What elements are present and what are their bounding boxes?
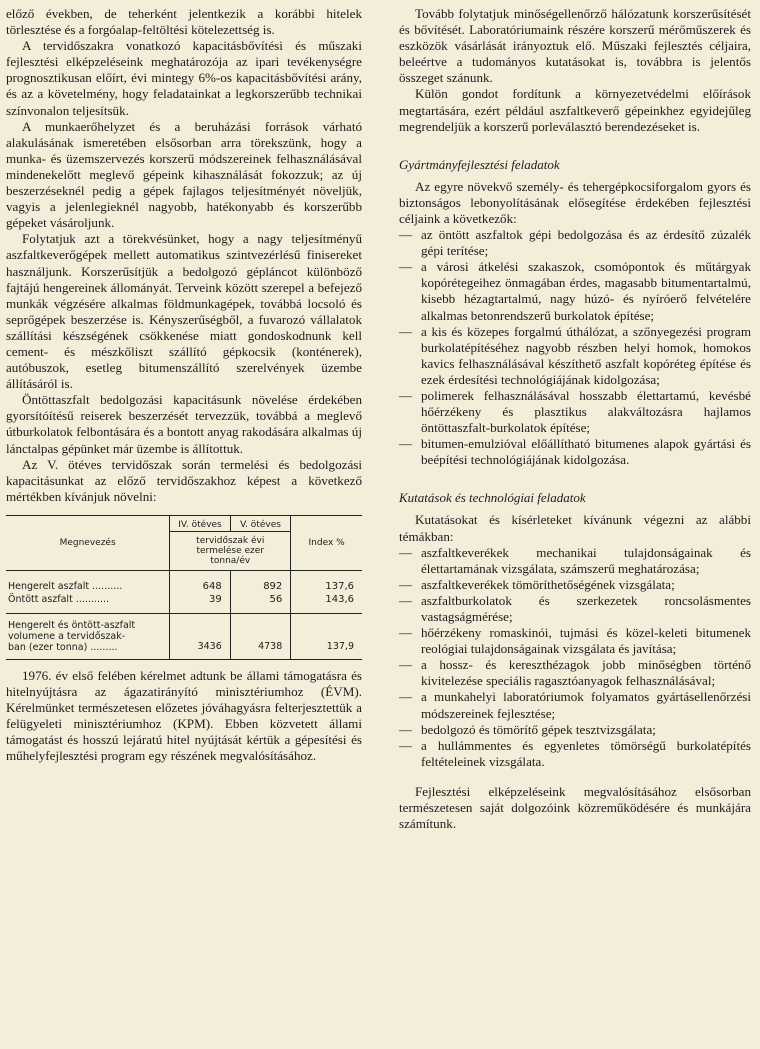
list-item: — a hossz- és kereszthézagok jobb minőségben történő kivitelezése speciális ragasztóanyagok felhasználásával; — [399, 657, 751, 689]
list-item: — polimerek felhasználásával hosszabb élettartamú, kevésbé hőérzékeny és plasztikus alakváltozásra hajlamos öntöttaszfalt-burkolatok építése; — [399, 388, 751, 436]
list-item: — a munkahelyi laboratóriumok folyamatos gyártásellenőrzési módszereinek fejlesztése; — [399, 689, 751, 721]
table-header-name: Megnevezés — [59, 537, 116, 548]
paragraph: Öntöttaszfalt bedolgozási kapacitásunk növelése érdekében gyorsítóítésű reiserek beszerzését tervezzük, továbbá a meglevő útburkolatok felbontására és a bontott anyag rakodására alkalmas új lánctalpas gépünket már üzembe is állítottuk. — [6, 392, 362, 456]
list-item: — a hullámmentes és egyenletes tömörségű burkolatépítés feltételeinek vizsgálata. — [399, 738, 751, 770]
table-cell: 648 — [170, 570, 231, 593]
paragraph: 1976. év első felében kérelmet adtunk be állami támogatásra és hitelnyújtásra az ágazatirányító minisztériumhoz (ÉVM). Kérelmünket természetesen előzetes jóváhagyásra felterjesztettük a felügyeleti minisztériumhoz (KPM). Ebben közvetett állami támogatást és hosszú lejáratú hitel nyújtását kértük a gépesítési és műhelyfejlesztési program egy részének megvalósításához. — [6, 667, 362, 764]
paragraph: Tovább folytatjuk minőségellenőrző hálózatunk korszerűsítését és bővítését. Laboratóriumaink részére korszerű mérőműszerek és eszközök vásárlását irányoztuk elő. Műszaki fejlesztés céljaira, beleértve a tudományos kutatásokat is, továbbra is jelentős összeget szánunk. — [399, 6, 751, 86]
table-cell: 4738 — [230, 613, 291, 659]
list-item: — bedolgozó és tömörítő gépek tesztvizsgálata; — [399, 722, 751, 738]
paragraph: Az egyre növekvő személy- és tehergépkocsiforgalom gyors és biztonságos lebonyolításának elősegítése érdekében fejlesztési céljaink a következők: — [399, 178, 751, 226]
table-cell: 56 — [230, 593, 291, 614]
table-header-unit: tervidőszak évi termelése ezer tonna/év — [170, 531, 291, 570]
table-total-line: Hengerelt és öntött-aszfalt — [8, 619, 136, 631]
development-goals-list — [399, 227, 751, 468]
table-cell: 143,6 — [291, 593, 362, 614]
table-row-label: Hengerelt aszfalt .......... — [8, 580, 123, 592]
research-topics-list — [399, 545, 751, 770]
table-total-line: ban (ezer tonna) ......... — [8, 641, 118, 653]
list-item: — aszfaltkeverékek mechanikai tulajdonságainak és élettartamának vizsgálata, számszerű meghatározása; — [399, 545, 751, 577]
list-item: — hőérzékeny romaskinói, tujmási és közel-keleti bitumenek reológiai tulajdonságainak vizsgálata és javítása; — [399, 625, 751, 657]
table-header-index: Index % — [291, 516, 362, 571]
list-item: — bitumen-emulzióval előállítható bitumenes alapok gyártási és beépítési technológiájának kidolgozása. — [399, 436, 751, 468]
paragraph: A munkaerőhelyzet és a beruházási források várható alakulásának ismeretében elsősorban arra törekszünk, hogy a munka- és üzemszervezés korszerű módszereinek felhasználásával mindenekelőtt meglevő gépeink kihasználását fokozzuk; az új beszerzéseknél pedig a gépek fajlagos teljesítményét növeljük, vagyis a jelenlegieknél nagyobb, hatékonyabb és korszerűbb gépeket vásároljunk. — [6, 118, 362, 231]
list-item: — az öntött aszfaltok gépi bedolgozása és az érdesítő zúzalék gépi terítése; — [399, 227, 751, 259]
list-item: — a városi átkelési szakaszok, csomópontok és műtárgyak kopórétegeihez önmagában érdes, magasabb bitumentartalmú, kisebb hézagtartalmú, nagy húzó- és nyíróerő felvételére alkalmas betonrendszerű burkolatok építése; — [399, 259, 751, 323]
table-row-label: Öntött aszfalt ........... — [8, 593, 110, 605]
paragraph: Az V. ötéves tervidőszak során termelési és bedolgozási kapacitásunkat az előző tervidőszakhoz képest a következő mértékben kívánjuk növelni: — [6, 456, 362, 504]
table-cell: 39 — [170, 593, 231, 614]
left-column — [6, 6, 362, 764]
section-heading: Gyártmányfejlesztési feladatok — [399, 156, 560, 172]
paragraph: Kutatásokat és kísérleteket kívánunk végezni az alábbi témákban: — [399, 512, 751, 544]
list-item: — aszfaltburkolatok és szerkezetek roncsolásmentes vastagságmérése; — [399, 593, 751, 625]
right-column — [399, 6, 751, 832]
section-heading: Kutatások és technológiai feladatok — [399, 490, 586, 506]
table-cell: 137,9 — [291, 613, 362, 659]
list-item: — aszfaltkeverékek tömöríthetőségének vizsgálata; — [399, 577, 751, 593]
table-cell: 892 — [230, 570, 291, 593]
list-item: — a kis és közepes forgalmú úthálózat, a szőnyegezési program burkolatépítéséhez nagyobb részben helyi homok, homokos kavics felhasználásával készíthető aszfalt kopóréteg építése és ezek érdesítési technológiájának kidolgozása; — [399, 324, 751, 388]
table-total-line: volumene a tervidőszak- — [8, 630, 126, 642]
paragraph: előző években, de teherként jelentkezik a korábbi hitelek törlesztése és a forgóalap-feltöltési kötelezettség is. — [6, 6, 362, 38]
paragraph: Külön gondot fordítunk a környezetvédelmi előírások megtartására, ezért például aszfaltkeverő gépeinkhez egyidejűleg megrendeljük a korszerű porleválasztó berendezéseket is. — [399, 86, 751, 134]
capacity-table — [6, 515, 362, 660]
table-cell: 137,6 — [291, 570, 362, 593]
table-header-v: V. ötéves — [230, 516, 291, 532]
table-header-iv: IV. ötéves — [170, 516, 231, 532]
paragraph: Folytatjuk azt a törekvésünket, hogy a nagy teljesítményű aszfaltkeverőgépek mellett automatikus szintvezérlésű finisereket használjunk. Korszerűsítjük a bedolgozó gépláncot különböző fajtájú hengereinek állományát. Terveink között szerepel a befejező munkák végzésére alkalmas földmunkagépek, továbbá locsoló és seprőgépek beszerzése is. Kényszerűségből, a fuvarozó vállalatok szállítási készségének csökkenése miatt gondoskodnunk kell cement- és mészkőliszt szállító gépkocsik (konténerek), autóbuszok, esetleg bitumenszállító szerelvények üzembe állításáról is. — [6, 231, 362, 392]
table-total-label — [6, 613, 170, 659]
paragraph: Fejlesztési elképzeléseink megvalósításához elsősorban természetesen saját dolgozóink közreműködésére és munkájára számítunk. — [399, 783, 751, 832]
paragraph: A tervidőszakra vonatkozó kapacitásbővítési és műszaki fejlesztési elképzeléseink meghatározója az ipari tevékenységre prognosztikusan előírt, évi mintegy 6%-os kapacitásbővítési arány, és az a követelmény, hogy feladatainkat a legkorszerűbb technikai színvonalon teljesítsük. — [6, 38, 362, 118]
table-cell: 3436 — [170, 613, 231, 659]
